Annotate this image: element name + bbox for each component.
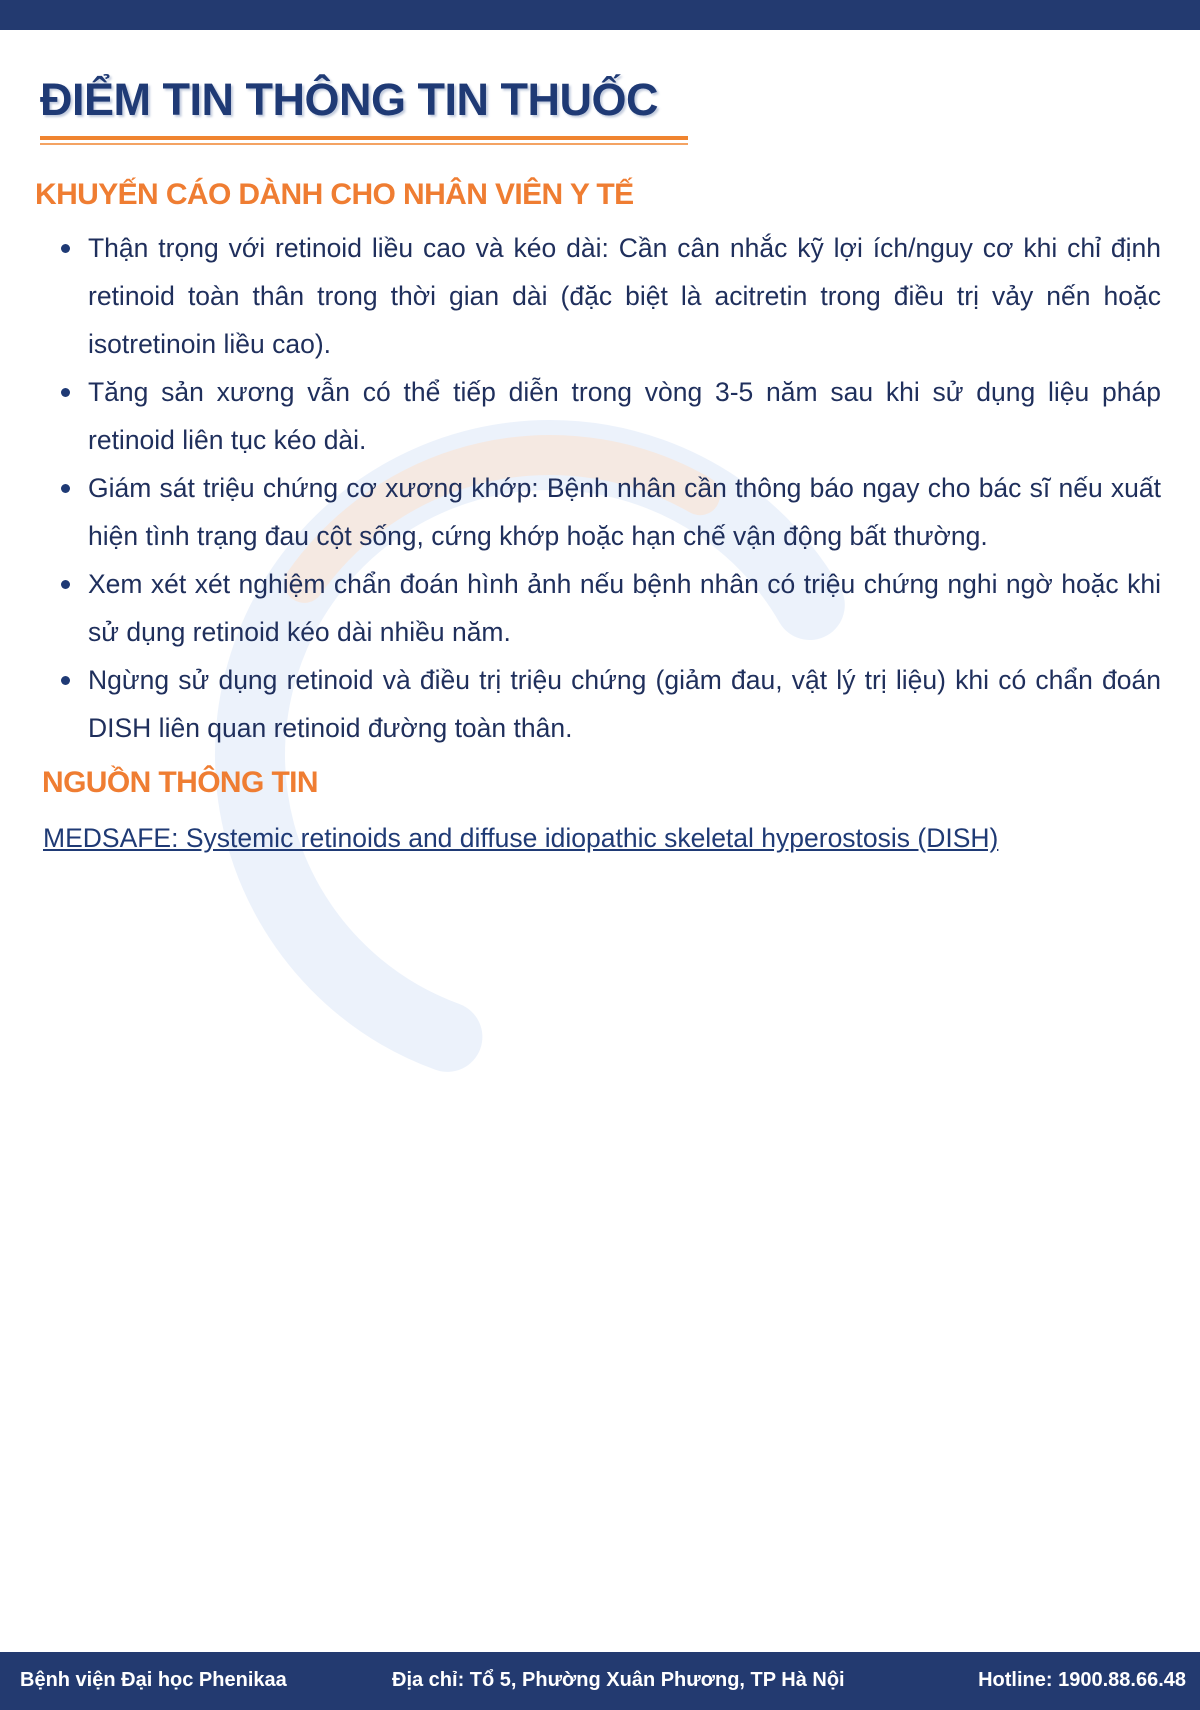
list-item-text: Giám sát triệu chứng cơ xương khớp: Bệnh nhân cần thông báo ngay cho bác sĩ nếu xuất hiện tình trạng đau cột sống, cứng khớp hoặc hạn chế vận động bất thường.	[88, 473, 1161, 551]
document-title: ĐIỂM TIN THÔNG TIN THUỐC	[40, 74, 658, 125]
footer-bar	[0, 1652, 1200, 1710]
footer-hotline: Hotline: 1900.88.66.48	[978, 1669, 1186, 1691]
footer-address: Địa chỉ: Tổ 5, Phường Xuân Phương, TP Hà Nội	[392, 1669, 845, 1691]
footer-hospital-name: Bệnh viện Đại học Phenikaa	[20, 1669, 287, 1691]
list-item	[88, 560, 1161, 656]
list-item-text: Xem xét xét nghiệm chẩn đoán hình ảnh nếu bệnh nhân có triệu chứng nghi ngờ hoặc khi sử dụng retinoid kéo dài nhiều năm.	[88, 569, 1161, 647]
list-item-text: Thận trọng với retinoid liều cao và kéo dài: Cần cân nhắc kỹ lợi ích/nguy cơ khi chỉ định retinoid toàn thân trong thời gian dài (đặc biệt là acitretin trong điều trị vảy nến hoặc isotretinoin liều cao).	[88, 233, 1161, 359]
source-heading: NGUỒN THÔNG TIN	[42, 766, 318, 799]
recommendations-heading: KHUYẾN CÁO DÀNH CHO NHÂN VIÊN Y TẾ	[35, 178, 634, 211]
source-link[interactable]: MEDSAFE: Systemic retinoids and diffuse idiopathic skeletal hyperostosis (DISH)	[43, 823, 999, 853]
list-item	[88, 224, 1161, 368]
list-item-text: Tăng sản xương vẫn có thể tiếp diễn trong vòng 3-5 năm sau khi sử dụng liệu pháp retinoid liên tục kéo dài.	[88, 377, 1161, 455]
list-item-text: Ngừng sử dụng retinoid và điều trị triệu chứng (giảm đau, vật lý trị liệu) khi có chẩn đoán DISH liên quan retinoid đường toàn thân.	[88, 665, 1161, 743]
list-item	[88, 368, 1161, 464]
bullet-icon	[61, 580, 70, 589]
bullet-icon	[61, 244, 70, 253]
title-underline	[40, 136, 688, 145]
bullet-icon	[61, 388, 70, 397]
list-item	[88, 656, 1161, 752]
list-item	[88, 464, 1161, 560]
bullet-icon	[61, 676, 70, 685]
bullet-icon	[61, 484, 70, 493]
recommendations-list	[88, 224, 1161, 752]
